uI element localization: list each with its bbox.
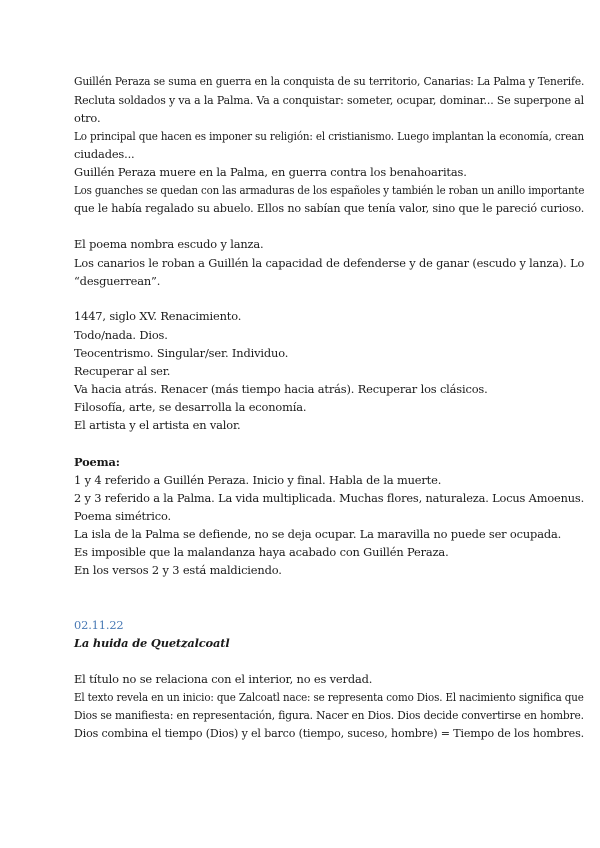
poema-heading: Poema: [74,455,120,469]
text-line: Guillén Peraza se suma en guerra en la conquista de su territorio, Canarias: La Palma y Tenerife. [74,74,585,88]
text-line: 1447, siglo XV. Renacimiento. [74,309,242,323]
text-line: que le había regalado su abuelo. Ellos no sabían que tenía valor, sino que le pareció curioso. [74,201,585,215]
text-line: Recluta soldados y va a la Palma. Va a conquistar: someter, ocupar, dominar... Se superpone al [74,93,584,107]
text-line: El título no se relaciona con el interior, no es verdad. [74,672,373,686]
text-line: Lo principal que hacen es imponer su religión: el cristianismo. Luego implantan la economía, crean [74,129,584,143]
text-line: 2 y 3 referido a la Palma. La vida multiplicada. Muchas flores, naturaleza. Locus Amoenus. [74,491,585,505]
section-title: La huida de Quetzalcoatl [74,636,230,650]
date-heading: 02.11.22 [74,618,124,632]
text-line: Los guanches se quedan con las armaduras de los españoles y también le roban un anillo importante [74,183,585,197]
text-line: La isla de la Palma se defiende, no se deja ocupar. La maravilla no puede ser ocupada. [74,527,562,541]
text-line: Va hacia atrás. Renacer (más tiempo hacia atrás). Recuperar los clásicos. [74,382,488,396]
text-line: Teocentrismo. Singular/ser. Individuo. [74,346,289,360]
text-line: otro. [74,111,101,125]
text-line: Guillén Peraza muere en la Palma, en guerra contra los benahoaritas. [74,165,467,179]
text-line: El texto revela en un inicio: que Zalcoatl nace: se representa como Dios. El nacimiento significa que [74,690,584,704]
text-line: Filosofía, arte, se desarrolla la economía. [74,400,307,414]
text-line: “desguerrean”. [74,274,161,288]
text-line: Dios se manifiesta: en representación, figura. Nacer en Dios. Dios decide convertirse en hombre. [74,708,584,722]
text-line: En los versos 2 y 3 está maldiciendo. [74,563,282,577]
text-line: Todo/nada. Dios. [74,328,168,342]
text-line: ciudades... [74,147,135,161]
text-line: El poema nombra escudo y lanza. [74,237,264,251]
text-line: El artista y el artista en valor. [74,418,241,432]
text-line: Dios combina el tiempo (Dios) y el barco (tiempo, suceso, hombre) = Tiempo de los hombres. [74,726,584,740]
text-line: Es imposible que la malandanza haya acabado con Guillén Peraza. [74,545,449,559]
text-line: Los canarios le roban a Guillén la capacidad de defenderse y de ganar (escudo y lanza). Lo [74,256,585,270]
text-line: Recuperar al ser. [74,364,171,378]
text-line: Poema simétrico. [74,509,171,523]
text-line: 1 y 4 referido a Guillén Peraza. Inicio y final. Habla de la muerte. [74,473,442,487]
